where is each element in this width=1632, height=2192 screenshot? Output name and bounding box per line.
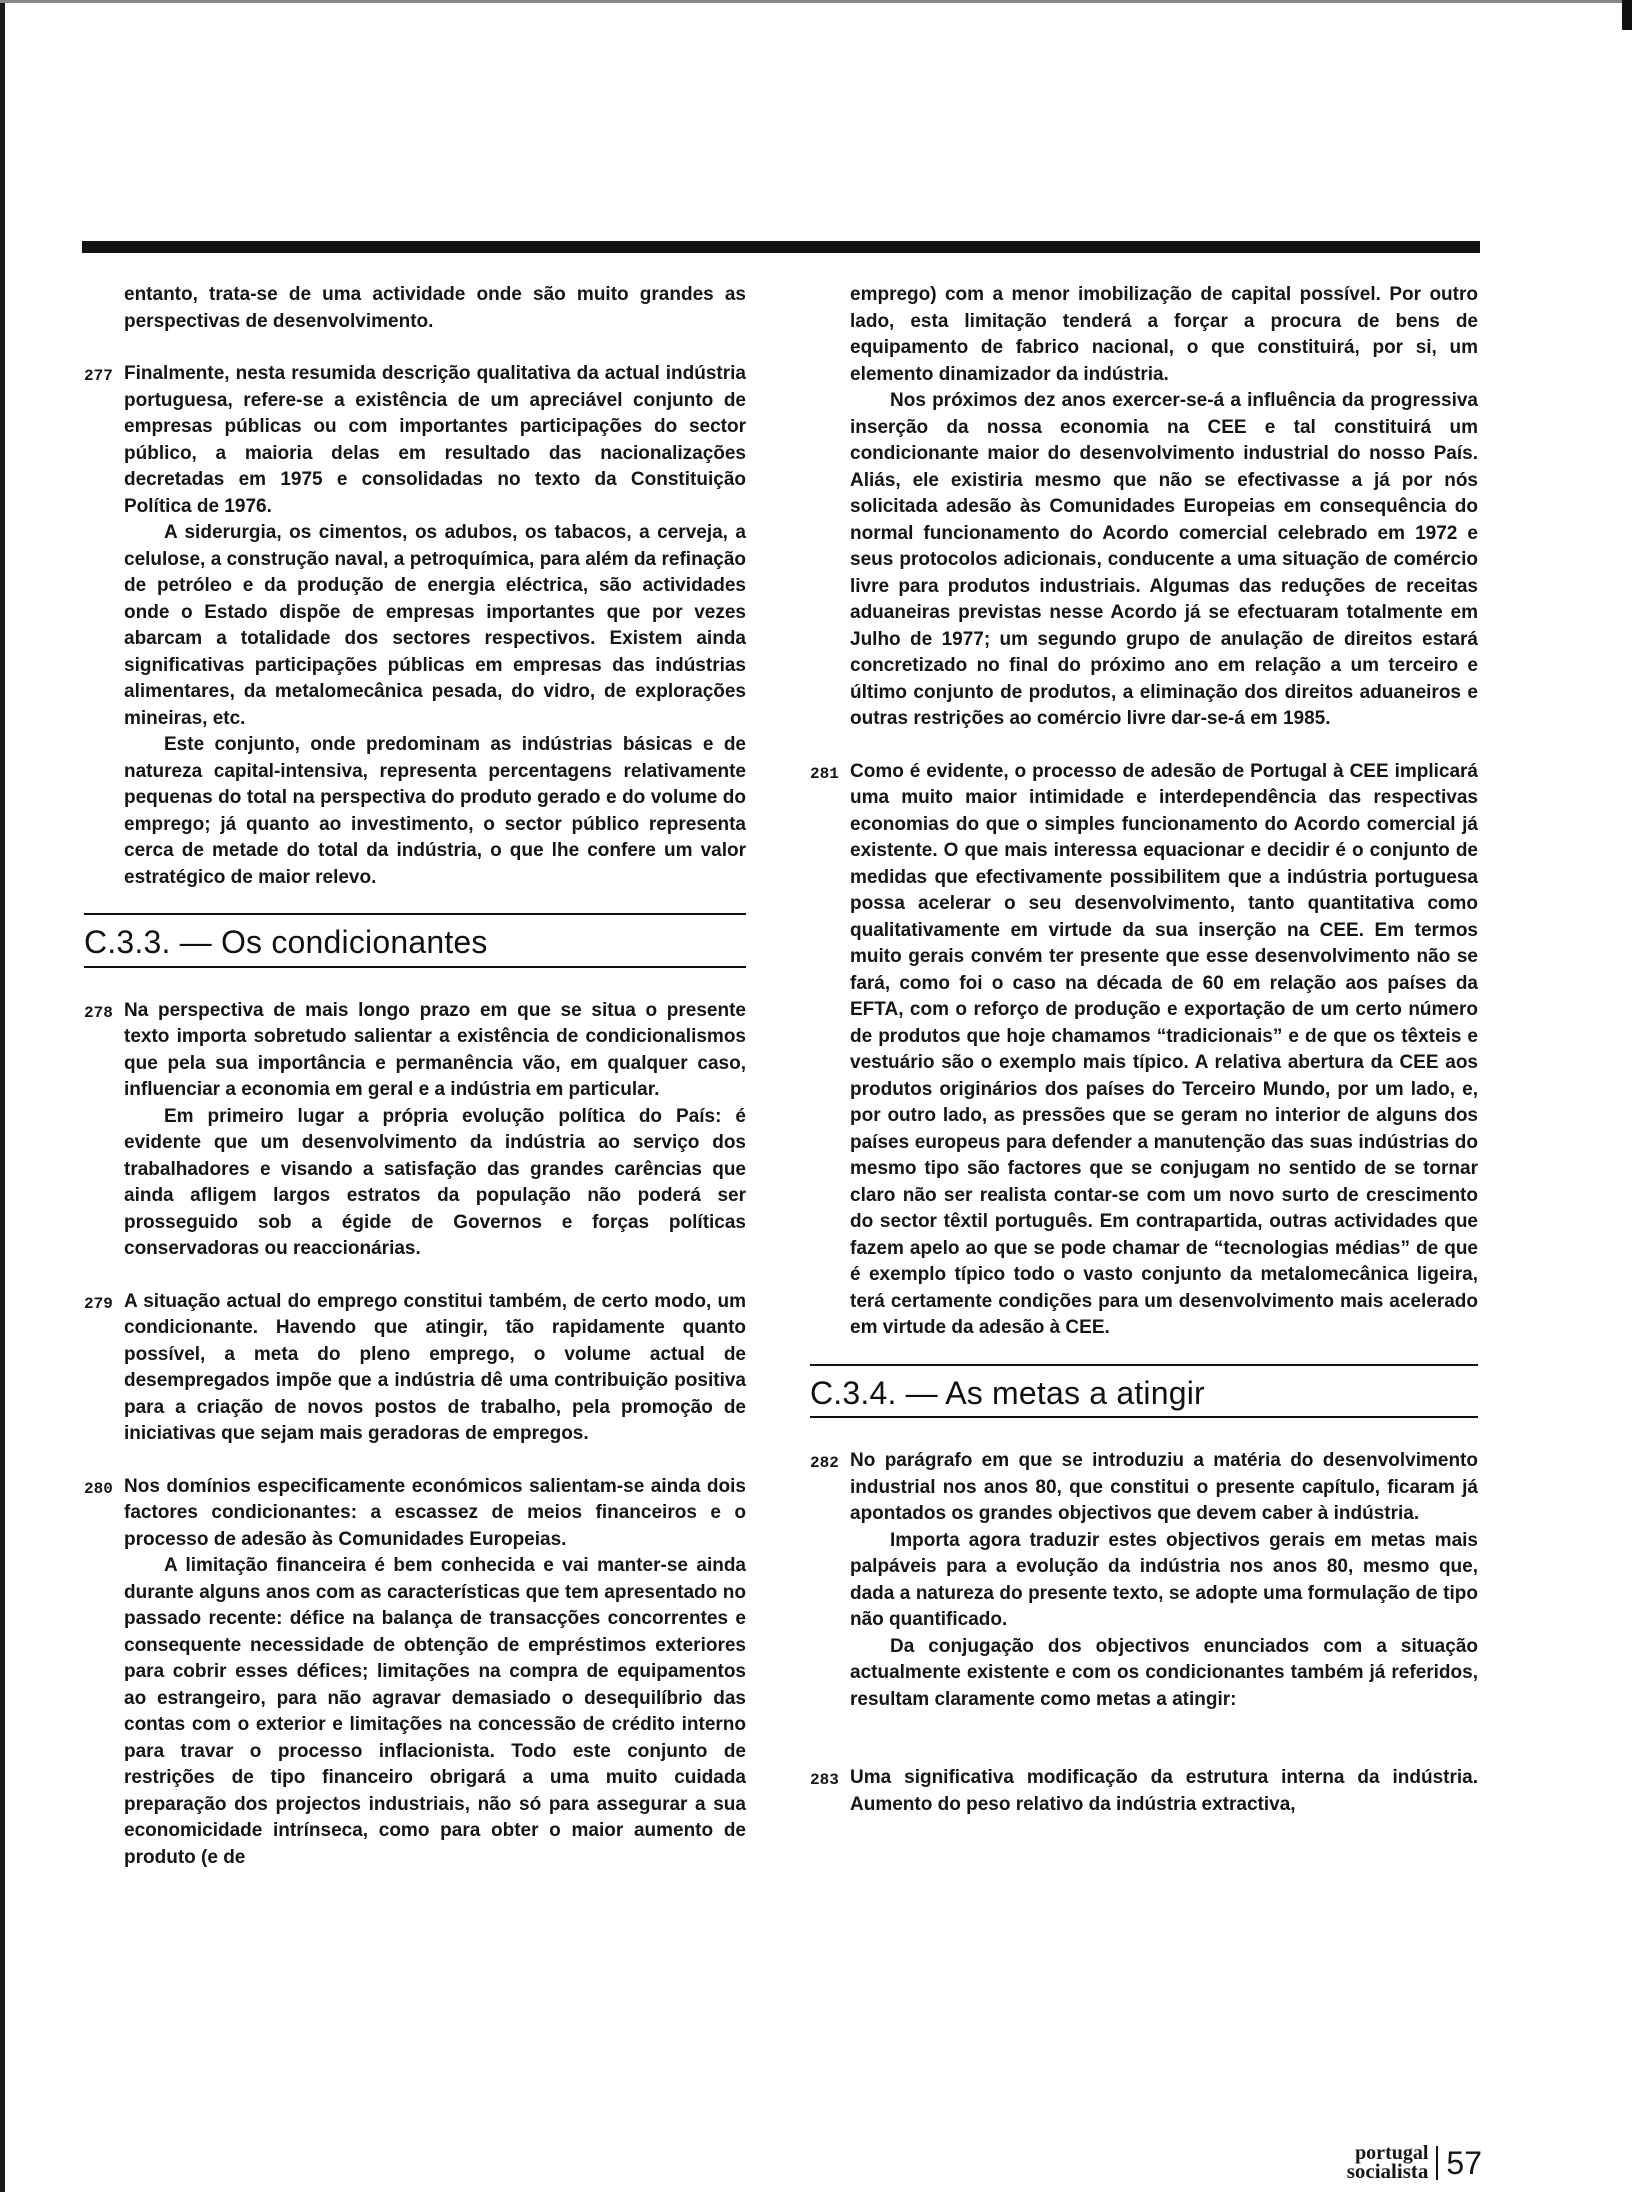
- paragraph-279: [84, 1289, 746, 1448]
- right-column: [810, 282, 1478, 1818]
- paragraph-text: Importa agora traduzir estes objectivos gerais em metas mais palpáveis para a evolução da indústria nos anos 80, mesmo que, dada a natureza do presente texto, se adopte uma formulação de tipo não quantificado.: [850, 1529, 1478, 1630]
- paragraph-283: [810, 1765, 1478, 1818]
- section-heading-c34: [810, 1364, 1478, 1419]
- p280-continuation: [850, 282, 1478, 733]
- page-number: 57: [1436, 2146, 1482, 2180]
- paragraph-text: A limitação financeira é bem conhecida e vai manter-se ainda durante alguns anos com as características que tem apresentado no passado recente: défice na balança de transacções concorrentes e consequente necessidade de obtenção de empréstimos exteriores para cobrir esses défices; limitações na compra de equipamentos ao estrangeiro, para não agravar demasiado o desequilíbrio das contas com o exterior e limitações na concessão de crédito interno para travar o processo inflacionista. Todo este conjunto de restrições de tipo financeiro obrigará a uma muito cuidada preparação dos projectos industriais, não só para assegurar a sua economicidade intrínseca, como para obter o maior aumento de produto (e de: [124, 1555, 746, 1868]
- paragraph-text: Este conjunto, onde predominam as indústrias básicas e de natureza capital-intensiva, representa percentagens relativamente pequenas do total na perspectiva do produto gerado e do volume do emprego; já quanto ao investimento, o sector público representa cerca de metade do total da indústria, o que lhe confere um valor estratégico de maior relevo.: [124, 734, 746, 888]
- paragraph-number: 283: [810, 1771, 839, 1789]
- paragraph-text: Uma significativa modificação da estrutura interna da indústria. Aumento do peso relativo da indústria extractiva,: [850, 1767, 1478, 1815]
- paragraph-number: 277: [84, 367, 113, 385]
- paragraph-text: Na perspectiva de mais longo prazo em que se situa o presente texto importa sobretudo salientar a existência de condicionalismos que pela sua importância e permanência vão, em qualquer caso, influenciar a economia em geral e a indústria em particular.: [124, 999, 746, 1100]
- paragraph-277: [84, 361, 746, 891]
- section-heading-c33: [84, 913, 746, 968]
- left-column: [84, 282, 746, 1871]
- logo-line: portugal: [1355, 2142, 1429, 2164]
- paragraph-281: [810, 759, 1478, 1342]
- scan-edge-top: [0, 0, 1632, 3]
- paragraph-text: No parágrafo em que se introduziu a matéria do desenvolvimento industrial nos anos 80, que constitui o presente capítulo, ficaram já apontados os grandes objectivos que devem caber à indústria.: [850, 1450, 1478, 1524]
- publication-logo: [1346, 2142, 1437, 2183]
- paragraph-number: 280: [84, 1479, 113, 1498]
- paragraph-text: emprego) com a menor imobilização de capital possível. Por outro lado, esta limitação tenderá a forçar a procura de bens de equipamento de fabrico nacional, o que constituirá, por si, um elemento dinamizador da indústria.: [850, 284, 1478, 385]
- paragraph-text: Finalmente, nesta resumida descrição qualitativa da actual indústria portuguesa, refere-se a existência de um apreciável conjunto de empresas públicas ou com importantes participações do sector público, a maioria delas em resultado das nacionalizações decretadas em 1975 e consolidadas no texto da Constituição Política de 1976.: [124, 363, 746, 517]
- paragraph-text: A situação actual do emprego constitui também, de certo modo, um condicionante. Havendo que atingir, tão rapidamente quanto possível, a meta do pleno emprego, o volume actual de desempregados impõe que a indústria dê uma contribuição positiva para a criação de novos postos de trabalho, pela promoção de iniciativas que sejam mais geradoras de empregos.: [124, 1290, 746, 1444]
- paragraph-text: Da conjugação dos objectivos enunciados com a situação actualmente existente e com os condicionantes também já referidos, resultam claramente como metas a atingir:: [850, 1635, 1478, 1710]
- paragraph-number: 279: [84, 1294, 113, 1313]
- paragraph-text: entanto, trata-se de uma actividade onde são muito grandes as perspectivas de desenvolvimento.: [124, 284, 746, 332]
- paragraph-number: 281: [810, 764, 839, 783]
- paragraph-text: Nos domínios especificamente económicos salientam-se ainda dois factores condicionantes: a escassez de meios financeiros e o processo de adesão às Comunidades Europeias.: [124, 1475, 746, 1550]
- paragraph-278: [84, 998, 746, 1263]
- paragraph-number: 282: [810, 1454, 839, 1472]
- paragraph-280: [84, 1474, 746, 1872]
- paragraph-282: [810, 1448, 1478, 1713]
- scan-edge-left: [0, 0, 5, 2192]
- header-rule: [82, 241, 1480, 253]
- paragraph-number: 278: [84, 1003, 113, 1022]
- paragraph-text: Nos próximos dez anos exercer-se-á a influência da progressiva inserção da nossa economia na CEE e tal constituirá um condicionante maior do desenvolvimento industrial do nosso País. Aliás, ele existiria mesmo que não se efectivasse a já por nós solicitada adesão às Comunidades Europeias em consequência do normal funcionamento do Acordo comercial celebrado em 1972 e seus protocolos adicionais, conducente a uma situação de comércio livre para produtos industriais. Algumas das reduções de receitas aduaneiras previstas nesse Acordo já se efectuaram totalmente em Julho de 1977; um segundo grupo de anulação de direitos estará concretizado no final do próximo ano em relação a um terceiro e último conjunto de produtos, a eliminação dos direitos aduaneiros e outras restrições ao comércio livre dar-se-á em 1985.: [850, 390, 1478, 729]
- page-footer: [1346, 2142, 1482, 2183]
- logo-line: socialista: [1346, 2159, 1429, 2183]
- scan-edge-corner: [1622, 0, 1632, 30]
- section-title: C.3.3. — Os condicionantes: [84, 924, 488, 960]
- paragraph-text: Como é evidente, o processo de adesão de Portugal à CEE implicará uma muito maior intimidade e interdependência das respectivas economias do que o simples funcionamento do Acordo comercial já existente. O que mais interessa equacionar e decidir é o conjunto de medidas que efectivamente possibilitem que a indústria portuguesa possa acelerar o seu desenvolvimento, tanto quantitativa como qualitativamente em virtude da sua inserção na CEE. Em termos muito gerais convém ter presente que esse desenvolvimento não se fará, como foi o caso na década de 60 em relação aos países da EFTA, com o reforço de produção e exportação de um certo número de produtos que hoje chamamos “tradicionais” e de que os têxteis e vestuário são o exemplo mais típico. A relativa abertura da CEE aos produtos originários dos países do Terceiro Mundo, por um lado, e, por outro lado, as pressões que se geram no interior de alguns dos países europeus para defender a manutenção das suas indústrias do mesmo tipo são factores que se conjugam no sentido de se tornar claro não ser realista contar-se com um novo surto de crescimento do sector têxtil português. Em contrapartida, outras actividades que fazem apelo ao que se pode chamar de “tecnologias médias” de que é exemplo típico todo o vasto conjunto da metalomecânica ligeira, terá certamente condições para um desenvolvimento mais acelerado em virtude da adesão à CEE.: [850, 760, 1478, 1338]
- paragraph-text: Em primeiro lugar a própria evolução política do País: é evidente que um desenvolvimento da indústria ao serviço dos trabalhadores e visando a satisfação das grandes carências que ainda afligem largos estratos da população não poderá ser prosseguido sob a égide de Governos e forças políticas conservadoras ou reaccionárias.: [124, 1105, 746, 1259]
- intro-continuation: [124, 282, 746, 335]
- paragraph-text: A siderurgia, os cimentos, os adubos, os tabacos, a cerveja, a celulose, a construção naval, a petroquímica, para além da refinação de petróleo e da produção de energia eléctrica, são actividades onde o Estado dispõe de empresas importantes que por vezes abarcam a totalidade dos sectores respectivos. Existem ainda significativas participações públicas em empresas das indústrias alimentares, da metalomecânica pesada, do vidro, de explorações mineiras, etc.: [124, 522, 746, 729]
- section-title: C.3.4. — As metas a atingir: [810, 1374, 1205, 1411]
